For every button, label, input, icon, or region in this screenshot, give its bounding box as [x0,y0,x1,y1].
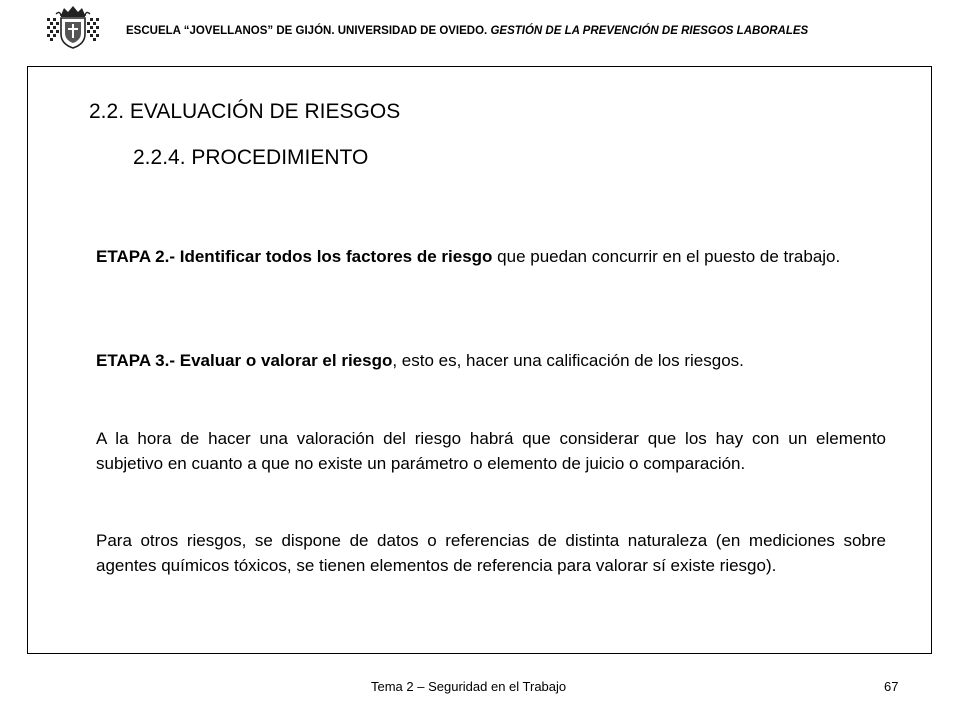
reference-data-paragraph: Para otros riesgos, se dispone de datos o referencias de distinta naturaleza (en mediciones sobre agentes químicos tóxicos, se tienen elementos de referencia para valorar sí existe riesgo). [96,531,886,575]
header-institution: ESCUELA “JOVELLANOS” DE GIJÓN. UNIVERSIDAD DE OVIEDO. [126,25,488,37]
header-course: GESTIÓN DE LA PREVENCIÓN DE RIESGOS LABORALES [490,25,809,37]
university-crest-icon [44,4,102,50]
document-header [126,25,926,37]
subjective-risk-paragraph: A la hora de hacer una valoración del riesgo habrá que considerar que los hay con un elemento subjetivo en cuanto a que no existe un parámetro o elemento de juicio o comparación. [96,429,886,473]
etapa-2-text: que puedan concurrir en el puesto de trabajo. [492,247,841,266]
etapa-3-heading: ETAPA 3.- Evaluar o valorar el riesgo [96,351,393,370]
footer-topic: Tema 2 – Seguridad en el Trabajo [371,679,567,694]
etapa-2-paragraph [96,244,886,269]
etapa-3-paragraph [96,348,886,373]
page-number: 67 [884,679,899,694]
etapa-2-heading: ETAPA 2.- Identificar todos los factores de riesgo [96,247,493,266]
section-subtitle: 2.2.4. PROCEDIMIENTO [133,146,369,169]
section-title: 2.2. EVALUACIÓN DE RIESGOS [89,100,401,123]
etapa-3-text: , esto es, hacer una calificación de los riesgos. [392,351,744,370]
